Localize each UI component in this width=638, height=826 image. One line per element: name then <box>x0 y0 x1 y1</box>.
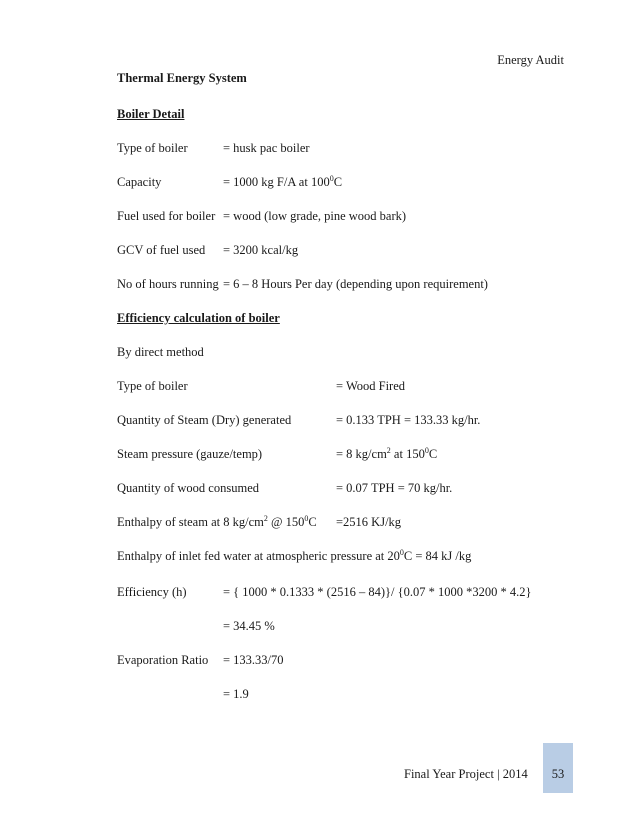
eff-type-label: Type of boiler <box>117 379 188 393</box>
wood-consumed-label: Quantity of wood consumed <box>117 481 259 495</box>
steam-quantity-value: = 0.133 TPH = 133.33 kg/hr. <box>336 413 481 427</box>
steam-enthalpy-value: =2516 KJ/kg <box>336 515 402 529</box>
boiler-type-value: = husk pac boiler <box>223 141 310 155</box>
running-header: Energy Audit <box>497 53 564 67</box>
hours-label: No of hours running <box>117 277 219 291</box>
capacity-value: = 1000 kg F/A at $100^0C$ <box>223 174 343 189</box>
steam-pressure-value: = 8 $kg/cm^2$ at $150^0C$ <box>336 446 438 461</box>
steam-quantity-label: Quantity of Steam (Dry) generated <box>117 413 292 427</box>
eff-type-value: = Wood Fired <box>336 379 406 393</box>
gcv-value: = 3200 kcal/kg <box>223 243 299 257</box>
efficiency-label: Efficiency (h) <box>117 585 187 599</box>
fuel-value: = wood (low grade, pine wood bark) <box>223 209 407 223</box>
section-title: Thermal Energy System <box>117 71 247 85</box>
hours-value: = 6 – 8 Hours Per day (depending upon requirement) <box>223 277 488 291</box>
steam-enthalpy-label: Enthalpy of steam at 8 $kg/cm^2$ @ $150^0C$ <box>117 514 317 529</box>
evaporation-label: Evaporation Ratio <box>117 653 209 667</box>
boiler-type-label: Type of boiler <box>117 141 188 155</box>
efficiency-formula: = { 1000 * 0.1333 * (2516 – 84)}/ {0.07 * 1000 *3200 * 4.2} <box>223 585 532 599</box>
steam-pressure-label: Steam pressure (gauze/temp) <box>117 447 263 461</box>
inlet-water-enthalpy: Enthalpy of inlet fed water at atmospheric pressure at $20^0C = 84$ kJ /kg <box>117 548 472 563</box>
gcv-label: GCV of fuel used <box>117 243 206 257</box>
evaporation-formula: = 133.33/70 <box>223 653 284 667</box>
evaporation-result: = 1.9 <box>223 687 249 701</box>
footer-label: Final Year Project | 2014 <box>404 767 528 781</box>
efficiency-heading: Efficiency calculation of boiler <box>117 311 280 325</box>
capacity-label: Capacity <box>117 175 162 189</box>
method-text: By direct method <box>117 345 204 359</box>
page-number: 53 <box>551 767 565 781</box>
efficiency-result: = 34.45 % <box>223 619 275 633</box>
fuel-label: Fuel used for boiler <box>117 209 216 223</box>
boiler-detail-heading: Boiler Detail <box>117 107 185 121</box>
wood-consumed-value: = 0.07 TPH = 70 kg/hr. <box>336 481 453 495</box>
